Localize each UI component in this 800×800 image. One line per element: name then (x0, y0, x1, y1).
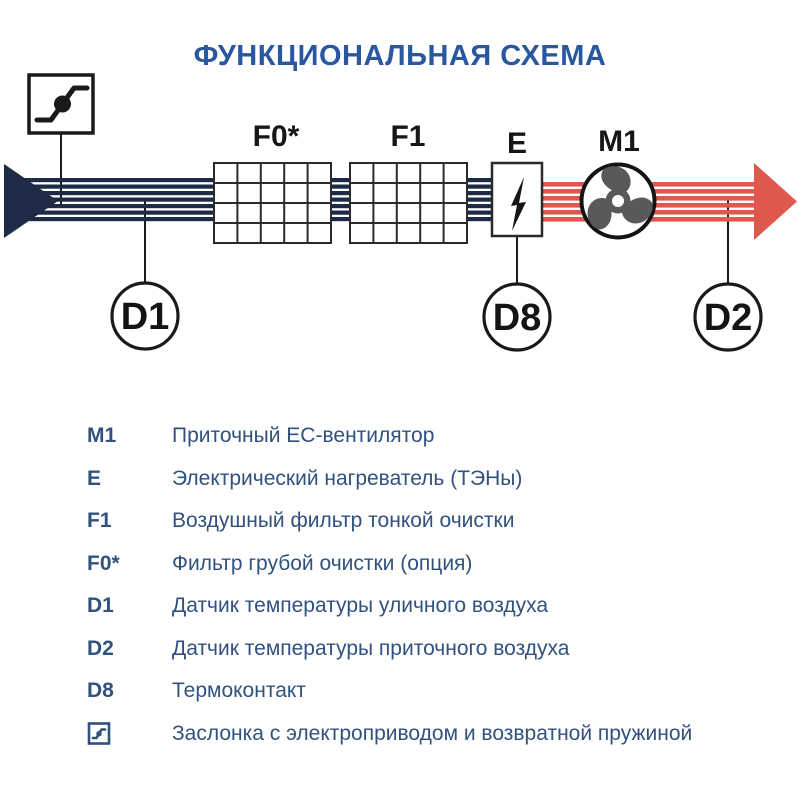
legend-label: Приточный ЕС-вентилятор (172, 424, 435, 448)
filter-f1-label: F1 (390, 120, 426, 153)
heater-label: E (506, 127, 528, 160)
legend-label: Термоконтакт (172, 679, 306, 703)
legend-row-d2 (87, 628, 767, 671)
legend-row-e (87, 458, 767, 501)
legend (87, 415, 767, 755)
supply-arrow-icon (754, 163, 797, 240)
legend-key: D8 (87, 679, 114, 703)
legend-key: F0* (87, 551, 120, 575)
legend-key: F1 (87, 509, 112, 533)
legend-label: Заслонка с электроприводом и возвратной пружиной (172, 721, 693, 745)
legend-key: D1 (87, 594, 114, 618)
legend-row-f0 (87, 543, 767, 586)
legend-label: Воздушный фильтр тонкой очистки (172, 509, 515, 533)
page-title: ФУНКЦИОНАЛЬНАЯ СХЕМА (193, 40, 607, 72)
sensor-d8-label: D8 (492, 297, 542, 339)
legend-key: M1 (87, 424, 117, 448)
legend-label: Датчик температуры уличного воздуха (172, 594, 549, 618)
filter-f0-icon (214, 163, 331, 243)
filter-f1-icon (350, 163, 467, 243)
legend-row-m1 (87, 415, 767, 458)
damper-legend-icon (87, 721, 172, 746)
sensor-d2-label: D2 (703, 297, 753, 339)
legend-key: E (87, 466, 102, 490)
legend-label: Датчик температуры приточного воздуха (172, 636, 570, 660)
filter-f0-label: F0* (252, 120, 300, 153)
legend-row-damper (87, 713, 767, 756)
legend-key: D2 (87, 636, 114, 660)
legend-label: Электрический нагреватель (ТЭНы) (172, 466, 523, 490)
damper-icon (29, 75, 93, 133)
fan-label: M1 (598, 125, 640, 158)
sensor-d1-label: D1 (120, 296, 170, 338)
legend-row-d1 (87, 585, 767, 628)
legend-row-f1 (87, 500, 767, 543)
legend-label: Фильтр грубой очистки (опция) (172, 551, 473, 575)
intake-arrow-icon (4, 164, 58, 238)
legend-row-d8 (87, 670, 767, 713)
